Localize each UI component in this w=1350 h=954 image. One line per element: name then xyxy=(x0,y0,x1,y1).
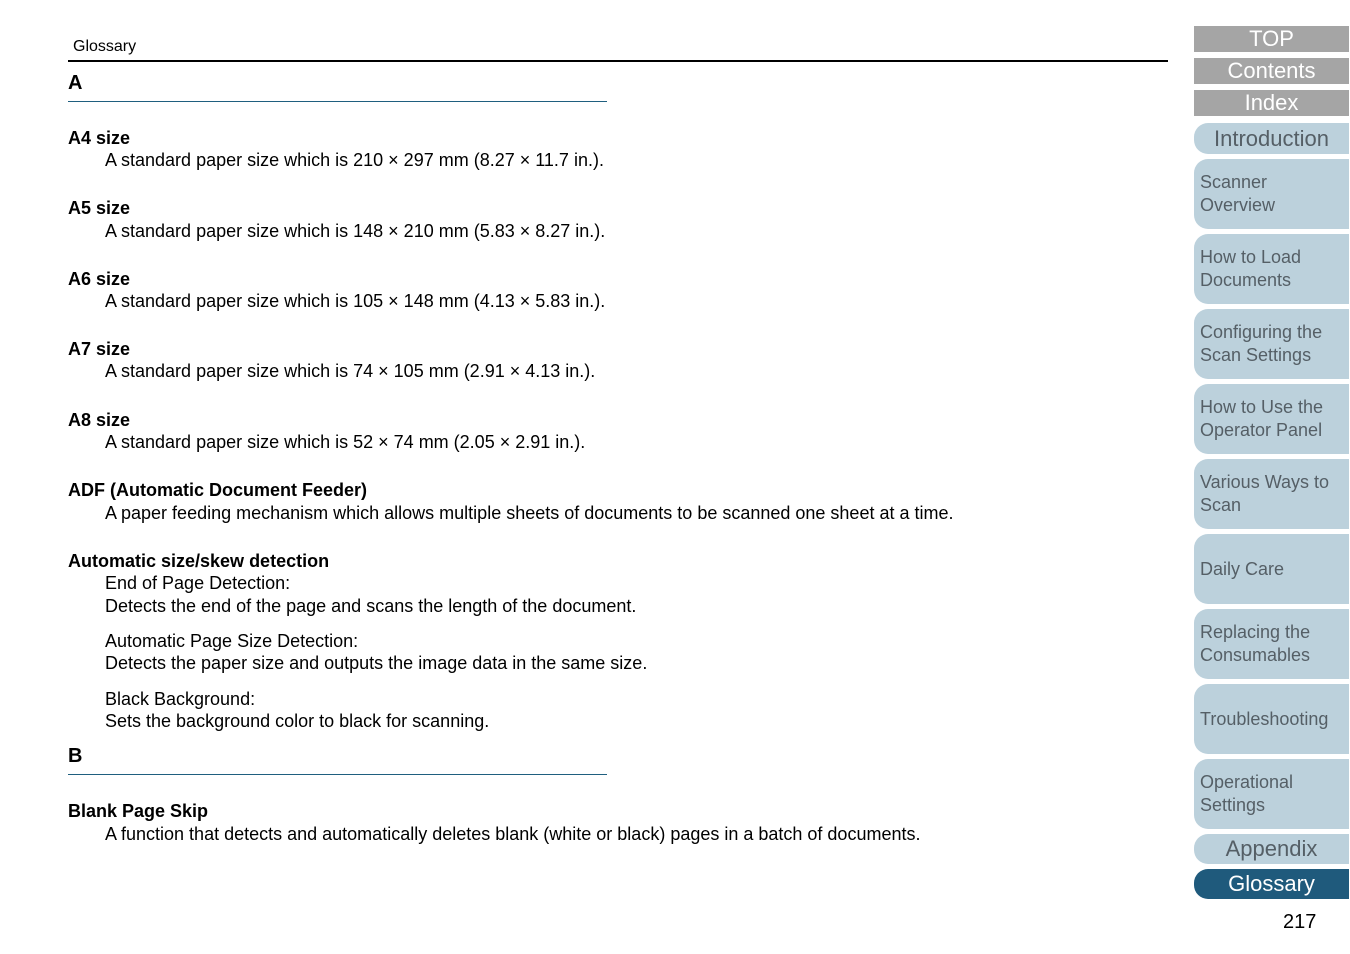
glossary-definition: A standard paper size which is 105 × 148 mm (4.13 × 5.83 in.). xyxy=(105,291,606,311)
nav-chapter-label: Daily Care xyxy=(1200,558,1285,579)
page-number: 217 xyxy=(1283,911,1317,933)
nav-chapter-label: Scan Settings xyxy=(1200,345,1312,365)
glossary-term: Blank Page Skip xyxy=(68,801,209,821)
section-rule-b xyxy=(68,774,607,775)
nav-chapter-label: Introduction xyxy=(1214,125,1329,151)
glossary-definition: A function that detects and automatically deletes blank (white or black) pages in a batch of documents. xyxy=(105,824,921,844)
glossary-definition: Black Background: xyxy=(105,689,256,709)
nav-chapter-label: How to Use the xyxy=(1200,397,1324,417)
glossary-definition: Sets the background color to black for scanning. xyxy=(105,711,490,731)
nav-chapter-label: Scan xyxy=(1200,495,1242,515)
nav-chapter-label: Troubleshooting xyxy=(1200,708,1329,729)
nav-chapter-introduction[interactable] xyxy=(1194,123,1349,154)
nav-chapter-label: Operator Panel xyxy=(1200,420,1323,440)
nav-chapter-configuring-scan-settings[interactable] xyxy=(1194,309,1349,379)
nav-chapter-label: Scanner xyxy=(1200,172,1268,192)
section-letter-a: A xyxy=(68,72,83,94)
nav-chapter-label: Configuring the xyxy=(1200,322,1323,342)
glossary-term: A6 size xyxy=(68,269,131,289)
nav-chapter-troubleshooting[interactable] xyxy=(1194,684,1349,754)
header-label: Glossary xyxy=(73,38,137,55)
section-rule-a xyxy=(68,101,607,102)
glossary-definition: A paper feeding mechanism which allows multiple sheets of documents to be scanned one sheet at a time. xyxy=(105,503,954,523)
nav-chapter-daily-care[interactable] xyxy=(1194,534,1349,604)
nav-chapter-label: Overview xyxy=(1200,195,1276,215)
nav-top-button[interactable]: TOP xyxy=(1194,26,1349,52)
nav-index-button[interactable]: Index xyxy=(1194,90,1349,116)
glossary-definition: A standard paper size which is 74 × 105 mm (2.91 × 4.13 in.). xyxy=(105,361,596,381)
nav-chapter-appendix[interactable] xyxy=(1194,834,1349,864)
nav-chapter-how-to-load-documents[interactable] xyxy=(1194,234,1349,304)
nav-contents-button[interactable]: Contents xyxy=(1194,58,1349,84)
glossary-definition: Detects the paper size and outputs the image data in the same size. xyxy=(105,653,648,673)
nav-chapter-label: Consumables xyxy=(1200,645,1311,665)
nav-chapter-glossary[interactable] xyxy=(1194,869,1349,899)
nav-chapter-replacing-consumables[interactable] xyxy=(1194,609,1349,679)
nav-chapter-various-ways-to-scan[interactable] xyxy=(1194,459,1349,529)
nav-chapter-label: Glossary xyxy=(1228,871,1315,896)
nav-chapter-label: Operational xyxy=(1200,772,1294,792)
glossary-definition: Automatic Page Size Detection: xyxy=(105,631,359,651)
glossary-term: A4 size xyxy=(68,128,131,148)
glossary-definition: A standard paper size which is 148 × 210 mm (5.83 × 8.27 in.). xyxy=(105,221,606,241)
nav-chapter-label: Documents xyxy=(1200,270,1292,290)
nav-chapter-label: Various Ways to xyxy=(1200,472,1330,492)
header-rule xyxy=(68,60,1168,62)
nav-chapter-label: Appendix xyxy=(1225,836,1318,861)
section-letter-b: B xyxy=(68,745,83,767)
glossary-definition: End of Page Detection: xyxy=(105,573,291,593)
glossary-term: A7 size xyxy=(68,339,131,359)
nav-chapter-label: Settings xyxy=(1200,795,1266,815)
glossary-definition: A standard paper size which is 210 × 297 mm (8.27 × 11.7 in.). xyxy=(105,150,604,170)
glossary-term: ADF (Automatic Document Feeder) xyxy=(68,480,368,500)
nav-chapter-label: How to Load xyxy=(1200,247,1302,267)
nav-chapter-label: Replacing the xyxy=(1200,622,1311,642)
glossary-term: A8 size xyxy=(68,410,131,430)
glossary-definition: A standard paper size which is 52 × 74 mm (2.05 × 2.91 in.). xyxy=(105,432,586,452)
nav-chapter-operational-settings[interactable] xyxy=(1194,759,1349,829)
nav-chapter-operator-panel[interactable] xyxy=(1194,384,1349,454)
glossary-term: Automatic size/skew detection xyxy=(68,551,330,571)
glossary-term: A5 size xyxy=(68,198,131,218)
glossary-definition: Detects the end of the page and scans the length of the document. xyxy=(105,596,637,616)
nav-chapter-scanner-overview[interactable] xyxy=(1194,159,1349,229)
